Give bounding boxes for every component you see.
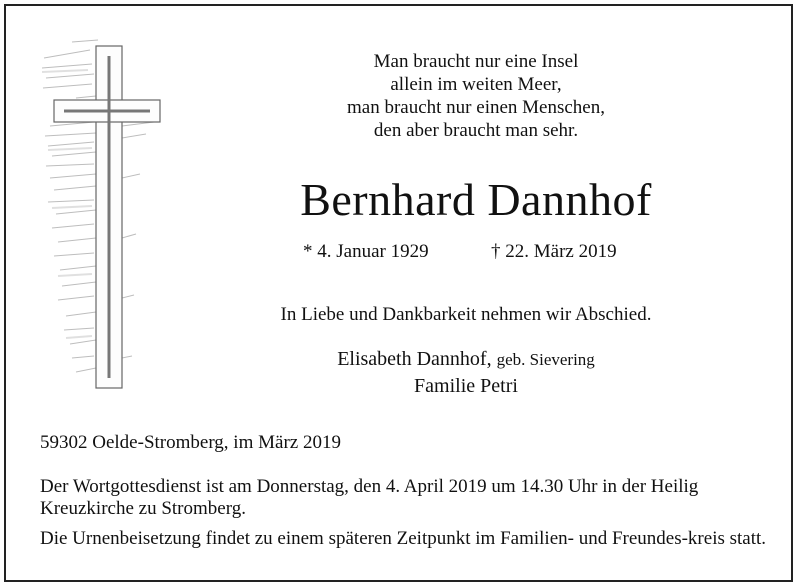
service-notice: Der Wortgottesdienst ist am Donnerstag, den 4. April 2019 um 14.30 Uhr in der Heilig Kreuzkirche zu Stromberg.	[40, 476, 699, 519]
death-date: † 22. März 2019	[491, 241, 617, 262]
mourner-maiden-name: geb. Sievering	[496, 350, 595, 369]
farewell-text: In Liebe und Dankbarkeit nehmen wir Abschied.	[280, 304, 652, 325]
poem-line: den aber braucht man sehr.	[373, 120, 579, 141]
urn-notice: Die Urnenbeisetzung findet zu einem späteren Zeitpunkt im Familien- und Freundes-kreis statt.	[40, 528, 767, 549]
mourner-secondary: Familie Petri	[414, 375, 518, 397]
birth-date: * 4. Januar 1929	[303, 241, 429, 262]
obituary-card	[4, 4, 793, 582]
mourner-primary	[266, 346, 666, 373]
poem-line: man braucht nur einen Menschen,	[347, 97, 605, 118]
place-date: 59302 Oelde-Stromberg, im März 2019	[40, 432, 341, 453]
poem-line: allein im weiten Meer,	[390, 74, 562, 95]
deceased-name: Bernhard Dannhof	[300, 174, 652, 225]
poem-line: Man braucht nur eine Insel	[373, 51, 579, 72]
cross-icon	[42, 38, 177, 398]
poem	[266, 50, 686, 142]
mourner-primary-name: Elisabeth Dannhof,	[337, 348, 492, 370]
mourners	[266, 346, 666, 399]
